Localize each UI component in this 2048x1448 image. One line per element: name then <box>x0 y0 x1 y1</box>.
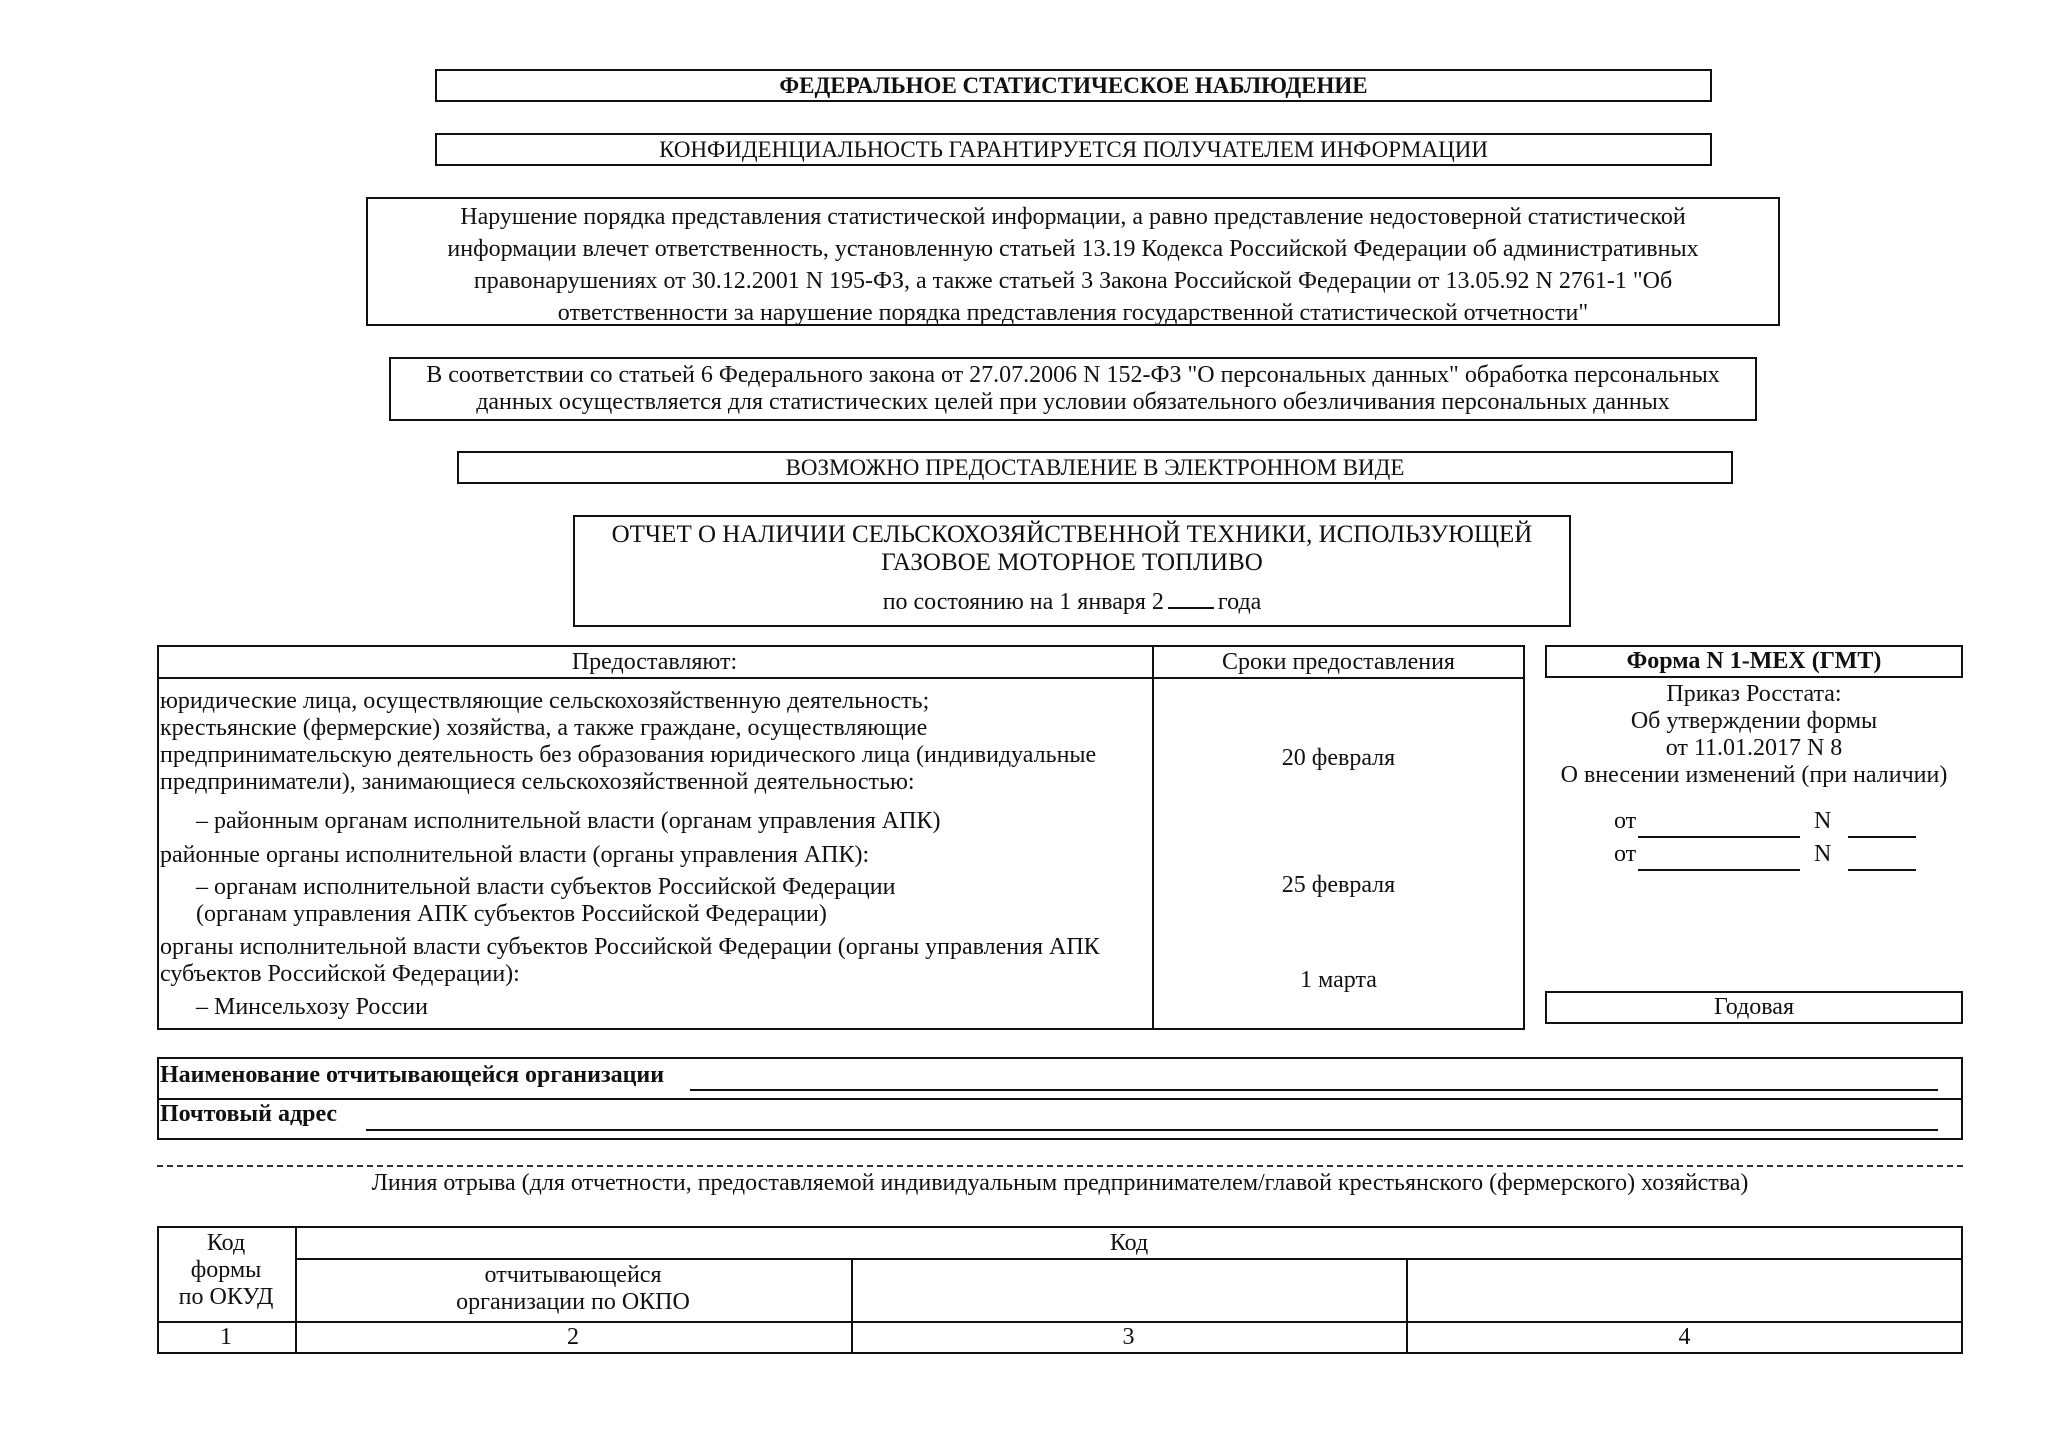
deadline-1: 20 февраля <box>1281 745 1396 771</box>
postal-address-field[interactable] <box>366 1105 1938 1131</box>
okud-header-line: Код <box>206 1230 246 1256</box>
report-date-prefix: по состоянию на 1 января 2 <box>882 589 1164 615</box>
deadline-2: 25 февраля <box>1281 872 1396 898</box>
report-date-suffix: года <box>1217 589 1262 615</box>
personal-data-line: данных осуществляется для статистических целей при условии обязательного обезличивания персональных данных <box>476 389 1670 415</box>
form-number: Форма N 1-МЕХ (ГМТ) <box>1545 645 1963 678</box>
tear-off-caption: Линия отрыва (для отчетности, предоставляемой индивидуальным предпринимателем/главой крестьянского (фермерского) хозяйства) <box>371 1170 1749 1196</box>
submitters-header: Предоставляют: <box>571 649 738 675</box>
submitter-block3-recipient: – Минсельхозу России <box>196 994 428 1020</box>
electronic-submission-banner: ВОЗМОЖНО ПРЕДОСТАВЛЕНИЕ В ЭЛЕКТРОННОМ ВИДЕ <box>457 451 1733 484</box>
column-number-4: 4 <box>1678 1324 1691 1350</box>
okud-header-line: формы <box>190 1257 262 1283</box>
report-title-line2: ГАЗОВОЕ МОТОРНОЕ ТОПЛИВО <box>881 549 1263 576</box>
change-date-field[interactable] <box>1638 845 1800 871</box>
submitter-block3-line: субъектов Российской Федерации): <box>160 961 520 987</box>
submitter-block1-line: крестьянские (фермерские) хозяйства, а также граждане, осуществляющие <box>160 715 928 741</box>
deadlines-header: Сроки предоставления <box>1222 649 1455 675</box>
violation-line: правонарушениях от 30.12.2001 N 195-ФЗ, а также статьей 3 Закона Российской Федерации от 13.05.92 N 2761-1 "Об <box>473 268 1673 294</box>
deadline-3: 1 марта <box>1300 967 1377 993</box>
number-label: N <box>1814 841 1832 867</box>
order-line: от 11.01.2017 N 8 <box>1665 735 1843 761</box>
okpo-header-line: отчитывающейся <box>484 1262 662 1288</box>
column-number-2: 2 <box>567 1324 579 1350</box>
okpo-header-line: организации по ОКПО <box>456 1289 690 1315</box>
column-number-1: 1 <box>220 1324 232 1350</box>
personal-data-notice <box>389 357 1757 421</box>
from-label: от <box>1614 808 1637 834</box>
submitter-block1-line: предпринимательскую деятельность без образования юридического лица (индивидуальные <box>160 742 1097 768</box>
org-name-label: Наименование отчитывающейся организации <box>160 1062 665 1088</box>
report-title-line1: ОТЧЕТ О НАЛИЧИИ СЕЛЬСКОХОЗЯЙСТВЕННОЙ ТЕХНИКИ, ИСПОЛЬЗУЮЩЕЙ <box>611 521 1533 548</box>
submitter-block1-line: юридические лица, осуществляющие сельскохозяйственную деятельность; <box>160 688 930 714</box>
code-header: Код <box>1109 1230 1149 1256</box>
federal-observation-banner: ФЕДЕРАЛЬНОЕ СТАТИСТИЧЕСКОЕ НАБЛЮДЕНИЕ <box>435 69 1712 102</box>
violation-line: информации влечет ответственность, установленную статьей 13.19 Кодекса Российской Федерации об административных <box>447 236 1699 262</box>
number-label: N <box>1814 808 1832 834</box>
order-date-field[interactable] <box>1638 812 1800 838</box>
violation-notice <box>366 197 1780 326</box>
submitter-block3-line: органы исполнительной власти субъектов Российской Федерации (органы управления АПК <box>160 934 1100 960</box>
order-line: Об утверждении формы <box>1630 708 1878 734</box>
submitter-block2-recipient: – органам исполнительной власти субъектов Российской Федерации <box>196 874 896 900</box>
submitter-block2: районные органы исполнительной власти (органы управления АПК): <box>160 842 870 868</box>
okud-header-line: по ОКУД <box>178 1284 274 1310</box>
column-number-3: 3 <box>1122 1324 1135 1350</box>
submitter-block1-line: предприниматели), занимающиеся сельскохозяйственной деятельностью: <box>160 769 915 795</box>
violation-line: ответственности за нарушение порядка представления государственной статистической отчетности" <box>557 300 1589 326</box>
postal-address-label: Почтовый адрес <box>160 1101 338 1127</box>
tear-off-line <box>157 1165 1963 1167</box>
org-name-field[interactable] <box>690 1065 1938 1091</box>
violation-line: Нарушение порядка представления статистической информации, а равно представление недостоверной статистической <box>460 204 1686 230</box>
personal-data-line: В соответствии со статьей 6 Федерального закона от 27.07.2006 N 152-ФЗ "О персональных данных" обработка персональных <box>426 362 1720 388</box>
submitter-block2-recipient: (органам управления АПК субъектов Российской Федерации) <box>196 901 827 927</box>
period-annual: Годовая <box>1545 991 1963 1024</box>
report-title-box <box>573 515 1571 627</box>
order-number-field[interactable] <box>1848 812 1916 838</box>
from-label: от <box>1614 841 1637 867</box>
change-number-field[interactable] <box>1848 845 1916 871</box>
year-input-field[interactable] <box>1168 585 1214 609</box>
order-line: Приказ Росстата: <box>1666 681 1842 707</box>
confidentiality-banner: КОНФИДЕНЦИАЛЬНОСТЬ ГАРАНТИРУЕТСЯ ПОЛУЧАТЕЛЕМ ИНФОРМАЦИИ <box>435 133 1712 166</box>
order-line: О внесении изменений (при наличии) <box>1560 762 1948 788</box>
report-date <box>575 585 1569 616</box>
submitter-block1-recipient: – районным органам исполнительной власти (органам управления АПК) <box>196 808 941 834</box>
